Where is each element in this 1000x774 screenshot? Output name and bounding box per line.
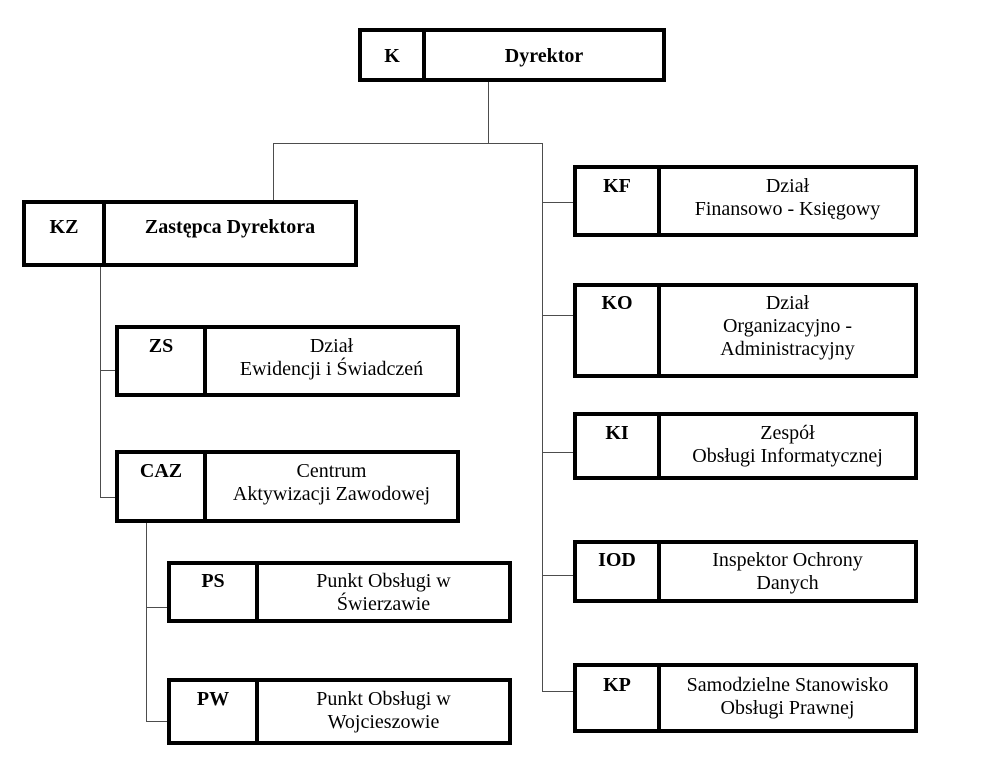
node-label xyxy=(661,667,914,729)
connector-stub-caz xyxy=(100,497,115,498)
node-label-line: Zastępca Dyrektora xyxy=(144,216,316,238)
node-label-line: Centrum xyxy=(296,460,367,482)
org-node-punkt-obslugi-swierzawa xyxy=(167,561,512,623)
node-code: CAZ xyxy=(119,454,207,519)
node-label-line: Dział xyxy=(765,175,810,197)
node-label xyxy=(106,204,354,263)
node-label-line: Inspektor Ochrony xyxy=(712,549,863,571)
connector-stub-ko xyxy=(542,315,573,316)
connector-root-drop xyxy=(488,82,489,143)
org-node-inspektor-ochrony-danych xyxy=(573,540,918,603)
org-node-punkt-obslugi-wojcieszow xyxy=(167,678,512,745)
connector-stub-ps xyxy=(146,607,167,608)
connector-stub-kf xyxy=(542,202,573,203)
org-node-zespol-obslugi-informatycznej xyxy=(573,412,918,480)
org-node-zastepca-dyrektora xyxy=(22,200,358,267)
connector-kz-drop xyxy=(273,143,274,200)
node-label xyxy=(661,287,914,374)
node-label xyxy=(661,416,914,476)
node-label xyxy=(661,544,914,599)
node-code: KO xyxy=(577,287,661,374)
connector-stub-kp xyxy=(542,691,573,692)
node-label-line: Zespół xyxy=(760,422,815,444)
org-node-samodzielne-stanowisko-obslugi-prawnej xyxy=(573,663,918,733)
org-node-dzial-ewidencji-i-swiadczen xyxy=(115,325,460,397)
node-code: PS xyxy=(171,565,259,619)
node-label xyxy=(661,169,914,233)
node-code: ZS xyxy=(119,329,207,393)
node-label-line: Obsługi Prawnej xyxy=(720,697,855,719)
node-label-line: Administracyjny xyxy=(720,338,855,360)
node-code: PW xyxy=(171,682,259,741)
connector-caz-subtree-trunk xyxy=(146,523,147,721)
org-node-dzial-finansowo-ksiegowy xyxy=(573,165,918,237)
node-label-line: Świerzawie xyxy=(336,593,431,615)
node-label xyxy=(426,32,662,78)
org-node-dyrektor xyxy=(358,28,666,82)
connector-right-trunk xyxy=(542,143,543,691)
node-label-line: Dyrektor xyxy=(504,45,584,67)
node-label-line: Organizacyjno - xyxy=(722,315,853,337)
node-code: KF xyxy=(577,169,661,233)
node-code: KI xyxy=(577,416,661,476)
connector-stub-zs xyxy=(100,370,115,371)
node-code: KZ xyxy=(26,204,106,263)
node-code: IOD xyxy=(577,544,661,599)
node-label-line: Finansowo - Księgowy xyxy=(694,198,881,220)
node-label-line: Obsługi Informatycznej xyxy=(692,445,883,467)
node-label-line: Wojcieszowie xyxy=(327,711,440,733)
node-code: K xyxy=(362,32,426,78)
node-label xyxy=(207,329,456,393)
connector-stub-pw xyxy=(146,721,167,722)
node-label-line: Punkt Obsługi w xyxy=(316,688,451,710)
org-node-centrum-aktywizacji-zawodowej xyxy=(115,450,460,523)
org-node-dzial-organizacyjno-administracyjny xyxy=(573,283,918,378)
node-label-line: Punkt Obsługi w xyxy=(316,570,451,592)
node-label xyxy=(259,682,508,741)
node-label-line: Danych xyxy=(756,572,819,594)
node-label-line: Dział xyxy=(309,335,354,357)
node-label xyxy=(259,565,508,619)
node-label-line: Samodzielne Stanowisko xyxy=(686,674,889,696)
connector-kz-subtree-trunk xyxy=(100,267,101,497)
node-label-line: Aktywizacji Zawodowej xyxy=(232,483,431,505)
connector-stub-iod xyxy=(542,575,573,576)
connector-stub-ki xyxy=(542,452,573,453)
node-label xyxy=(207,454,456,519)
node-code: KP xyxy=(577,667,661,729)
node-label-line: Ewidencji i Świadczeń xyxy=(239,358,424,380)
node-label-line: Dział xyxy=(765,292,810,314)
connector-top-horizontal xyxy=(273,143,543,144)
